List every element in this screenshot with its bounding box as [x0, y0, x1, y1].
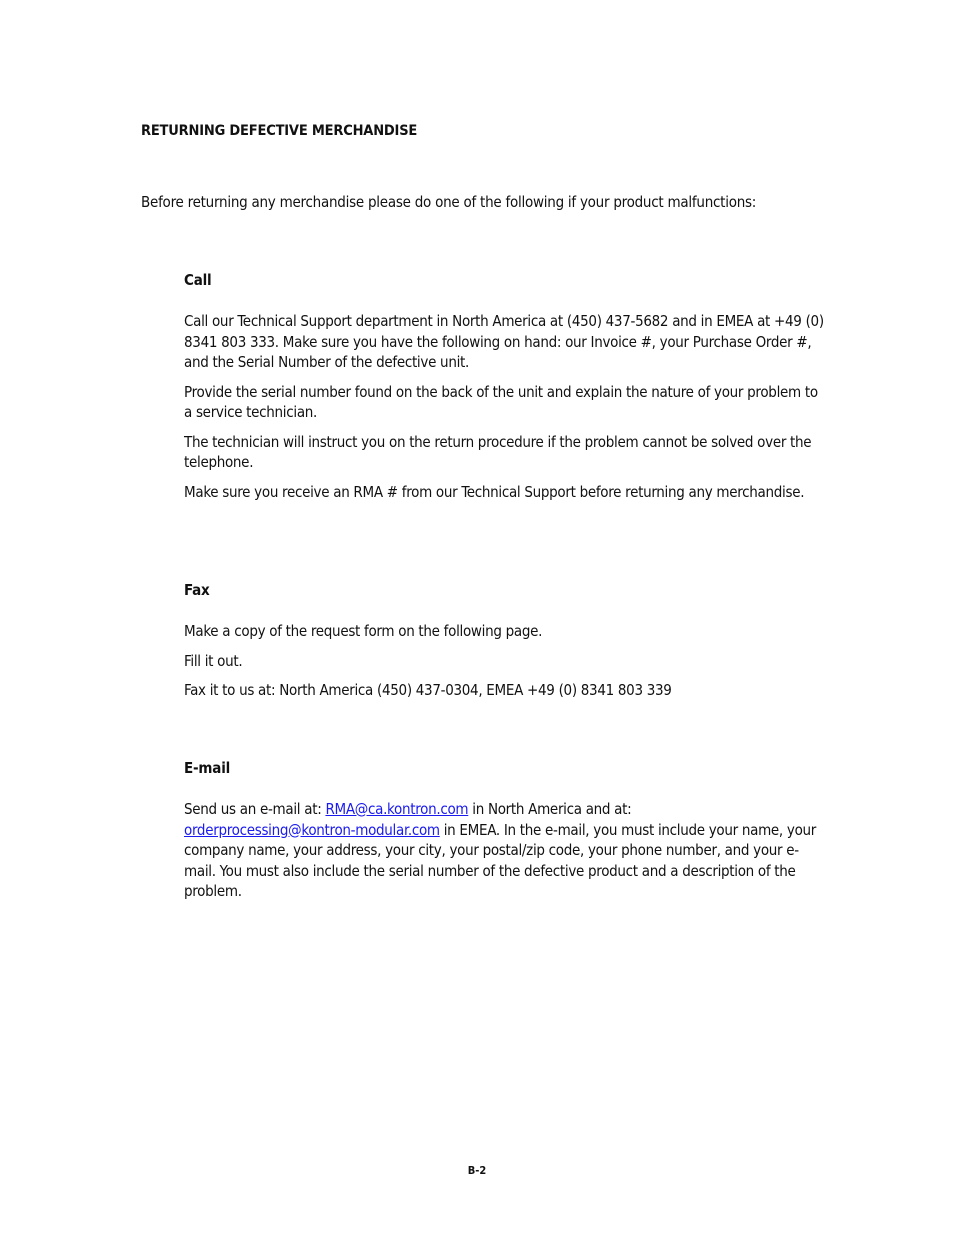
- page-number: B-2: [467, 1164, 487, 1177]
- call-paragraph: Make sure you receive an RMA # from our Technical Support before returning any merchandise.: [184, 482, 805, 501]
- intro-text: Before returning any merchandise please do one of the following if your product malfunctions:: [141, 193, 757, 211]
- fax-title: Fax: [184, 581, 210, 599]
- email-text-mid: in North America and at:: [468, 800, 632, 818]
- call-section: [184, 270, 824, 502]
- call-paragraph: Call our Technical Support department in North America at (450) 437-5682 and in EMEA at +49 (0) 8341 803 333. Make sure you have the following on hand: our Invoice #, your Purchase Order #, and the Serial Number of the defective unit.: [184, 312, 824, 371]
- call-paragraph: Provide the serial number found on the back of the unit and explain the nature of your problem to a service technician.: [184, 382, 818, 421]
- call-title: Call: [184, 271, 212, 289]
- orderprocessing-email-link[interactable]: orderprocessing@kontron-modular.com: [184, 820, 440, 839]
- email-text-after: in EMEA. In the e-mail, you must include your name, your company name, your address, your city, your postal/zip code, your phone number, and your e-mail. You must also include the serial number of the defective product and a description of the problem.: [184, 820, 817, 900]
- email-text-before: Send us an e-mail at:: [184, 800, 326, 818]
- fax-paragraph: Fill it out.: [184, 651, 243, 670]
- rma-email-link[interactable]: RMA@ca.kontron.com: [325, 800, 469, 818]
- email-title: E-mail: [184, 759, 231, 777]
- page-heading: RETURNING DEFECTIVE MERCHANDISE: [141, 123, 418, 139]
- fax-paragraph: Make a copy of the request form on the following page.: [184, 622, 543, 640]
- call-paragraph: The technician will instruct you on the return procedure if the problem cannot be solved over the telephone.: [184, 432, 812, 471]
- email-section: [184, 758, 824, 902]
- email-paragraph: [184, 799, 824, 902]
- fax-paragraph: Fax it to us at: North America (450) 437-0304, EMEA +49 (0) 8341 803 339: [184, 681, 672, 699]
- fax-section: [184, 580, 824, 701]
